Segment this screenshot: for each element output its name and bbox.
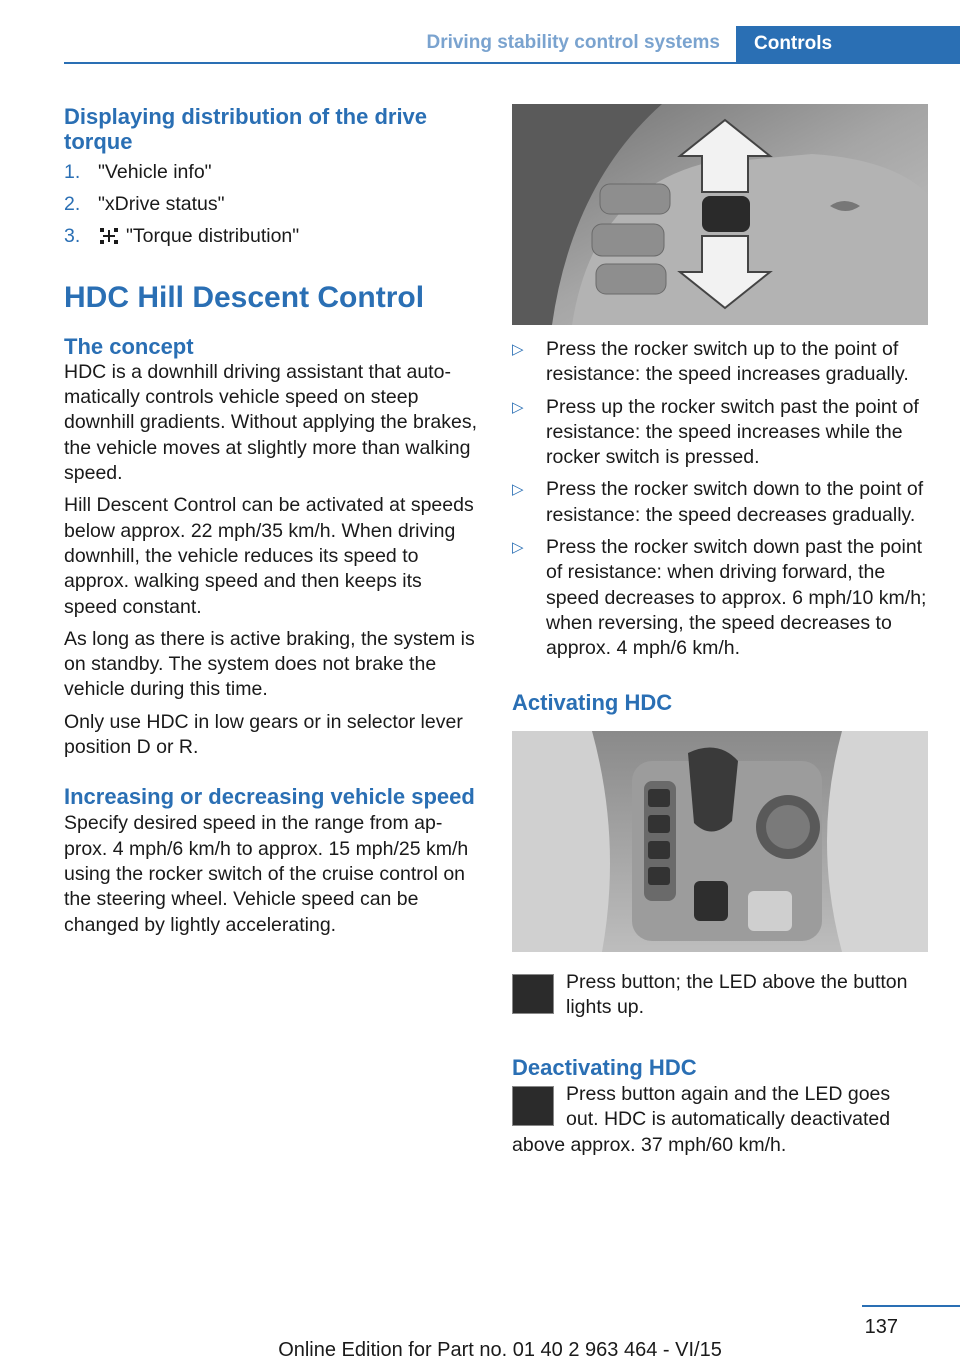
list-item: 3. "Torque distribution" [64, 224, 300, 247]
concept-paragraph-3: As long as there is active braking, the system is on standby. The system does not brake the vehicle during this time. [64, 627, 475, 701]
torque-steps-list [64, 160, 478, 249]
activating-block [512, 970, 928, 1021]
torque-distribution-icon [98, 227, 120, 245]
concept-paragraph-2: Hill Descent Control can be activated at speeds below approx. 22 mph/35 km/h. When driving downhill, the vehicle reduces its speed to approx. walking speed and then keeps its speed constant. [64, 494, 474, 618]
steering-wheel-rocker-photo [512, 104, 928, 325]
list-item: ▷ Press up the rocker switch past the point of resistance: the speed increases while the rocker switch is pressed. [512, 395, 919, 469]
list-item: 2. "xDrive status" [64, 192, 225, 215]
heading-concept: The concept [64, 333, 194, 359]
hdc-button-icon [512, 1086, 554, 1126]
heading-hdc: HDC Hill Descent Control [64, 280, 425, 314]
deactivating-block [512, 1082, 928, 1158]
footer-rule [862, 1305, 960, 1307]
header-rule [64, 62, 960, 64]
deactivating-paragraph: Press button again and the LED goes out. HDC is automatically deactivated above approx. 37 mph/60 km/h. [512, 1083, 891, 1156]
page-number: 137 [864, 1316, 898, 1338]
list-item: ▷ Press the rocker switch up to the point of resistance: the speed increases gradually. [512, 338, 909, 386]
header-chapter-tab: Controls [736, 26, 960, 62]
list-item: ▷ Press the rocker switch down past the point of resistance: when driving forward, the speed decreases to approx. 6 mph/10 km/h; when reversing, the speed decreases to approx. 4 mph/6 km/h. [512, 536, 927, 660]
center-console-photo [512, 731, 928, 952]
rocker-switch-list [512, 337, 928, 662]
heading-drive-torque: Displaying distribution of the drive torque [64, 104, 428, 154]
triangle-bullet-icon: ▷ [512, 341, 524, 358]
triangle-bullet-icon: ▷ [512, 481, 524, 499]
list-item: 1. "Vehicle info" [64, 161, 212, 183]
footer-edition: Online Edition for Part no. 01 40 2 963 464 - VI/15 [278, 1339, 722, 1361]
hdc-button-icon [512, 974, 554, 1014]
list-item: ▷ Press the rocker switch down to the point of resistance: the speed decreases gradually. [512, 478, 924, 526]
activating-paragraph: Press button; the LED above the button lights up. [566, 970, 908, 1018]
page-header [64, 26, 960, 62]
right-column [512, 104, 928, 1158]
heading-speed: Increasing or decreasing vehicle speed [64, 784, 475, 810]
concept-paragraph-1: HDC is a downhill driving assistant that automatically controls vehicle speed on steep downhill gradients. Without applying the brakes, the vehicle moves at slightly more than walking speed. [64, 360, 477, 485]
concept-paragraph-4: Only use HDC in low gears or in selector lever position D or R. [64, 710, 463, 759]
heading-activating: Activating HDC [512, 689, 673, 715]
left-column [64, 104, 478, 938]
triangle-bullet-icon: ▷ [512, 398, 524, 416]
triangle-bullet-icon: ▷ [512, 539, 524, 557]
heading-deactivating: Deactivating HDC [512, 1055, 697, 1081]
header-section-title: Driving stability control systems [426, 32, 720, 53]
speed-paragraph: Specify desired speed in the range from approx. 4 mph/6 km/h to approx. 15 mph/25 km/h using the rocker switch of the cruise control on the steering wheel. Vehicle speed can be changed by lightly accelerating. [64, 812, 469, 936]
